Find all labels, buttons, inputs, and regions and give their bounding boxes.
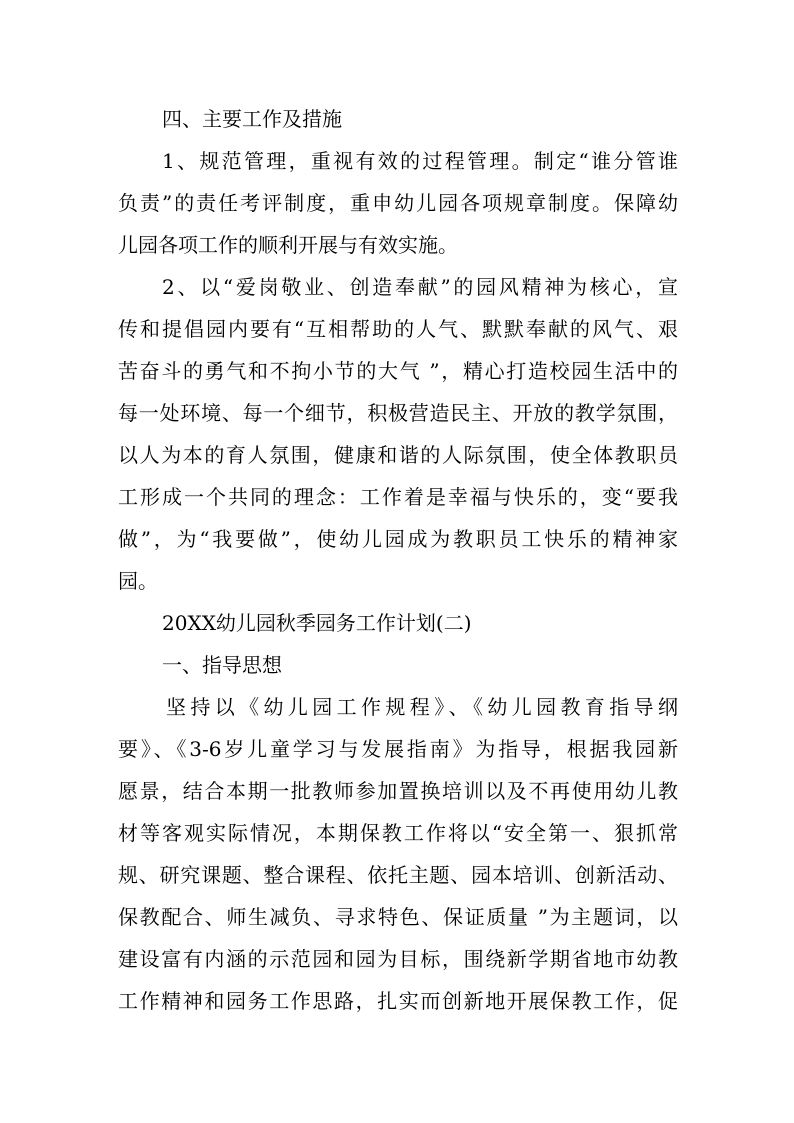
section-title-plan-two: 20XX幼儿园秋季园务工作计划(二) bbox=[162, 611, 472, 635]
paragraph-line: 园。 bbox=[118, 569, 158, 593]
paragraph-line: 传和提倡园内要有“互相帮助的人气、默默奉献的风气、艰 bbox=[118, 317, 678, 341]
paragraph-line: 每一处环境、每一个细节，积极营造民主、开放的教学氛围， bbox=[118, 401, 678, 425]
paragraph-line: 建设富有内涵的示范园和园为目标，围绕新学期省地市幼教 bbox=[118, 947, 678, 971]
paragraph-line: 2、以“爱岗敬业、创造奉献”的园风精神为核心，宣 bbox=[162, 275, 678, 299]
paragraph-line: 坚持以《幼儿园工作规程》、《幼儿园教育指导纲 bbox=[166, 695, 678, 719]
paragraph-line: 儿园各项工作的顺利开展与有效实施。 bbox=[118, 233, 458, 257]
paragraph-line: 以人为本的育人氛围，健康和谐的人际氛围，使全体教职员 bbox=[118, 443, 678, 467]
paragraph-line: 材等客观实际情况，本期保教工作将以“安全第一、狠抓常 bbox=[118, 821, 678, 845]
paragraph-line: 要》、《3-6岁儿童学习与发展指南》为指导，根据我园新 bbox=[118, 737, 678, 761]
paragraph-line: 工作精神和园务工作思路，扎实而创新地开展保教工作，促 bbox=[118, 989, 678, 1013]
heading-main-measures: 四、主要工作及措施 bbox=[162, 107, 342, 131]
paragraph-line: 1、规范管理，重视有效的过程管理。制定“谁分管谁 bbox=[162, 149, 678, 173]
heading-guiding-thought: 一、指导思想 bbox=[162, 653, 282, 677]
paragraph-line: 负责”的责任考评制度，重申幼儿园各项规章制度。保障幼 bbox=[118, 191, 678, 215]
paragraph-line: 规、研究课题、整合课程、依托主题、园本培训、创新活动、 bbox=[118, 863, 678, 887]
paragraph-line: 愿景，结合本期一批教师参加置换培训以及不再使用幼儿教 bbox=[118, 779, 678, 803]
paragraph-line: 做”，为“我要做”，使幼儿园成为教职员工快乐的精神家 bbox=[118, 527, 678, 551]
paragraph-line: 苦奋斗的勇气和不拘小节的大气 ”，精心打造校园生活中的 bbox=[118, 359, 678, 383]
paragraph-line: 工形成一个共同的理念：工作着是幸福与快乐的，变“要我 bbox=[118, 485, 678, 509]
paragraph-line: 保教配合、师生减负、寻求特色、保证质量 ”为主题词，以 bbox=[118, 905, 678, 929]
